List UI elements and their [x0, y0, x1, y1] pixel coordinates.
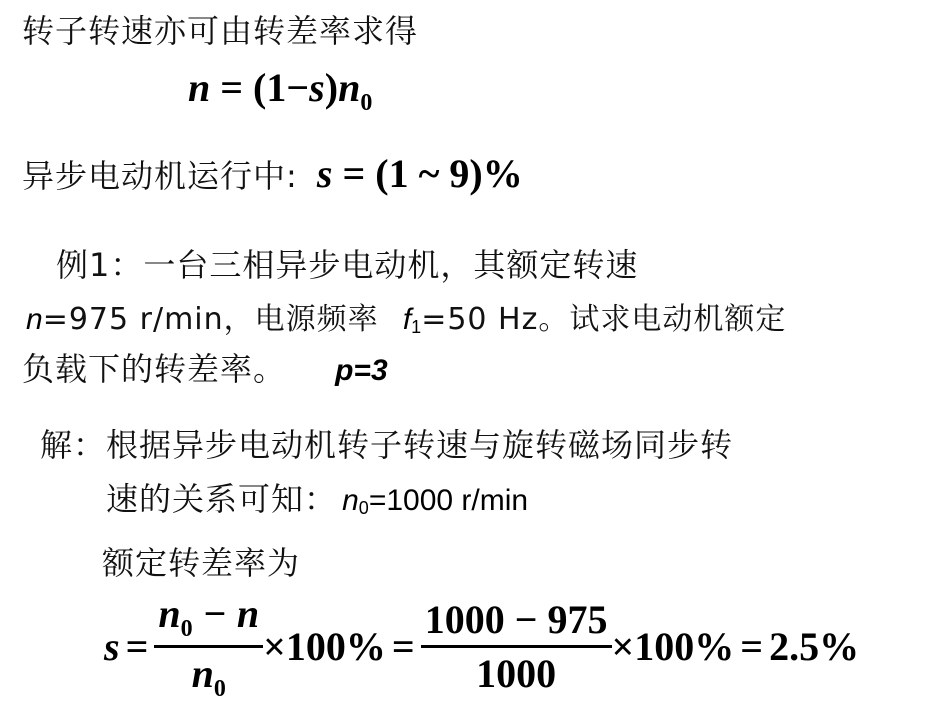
final-s: s [104, 624, 120, 669]
final-eq3: = [740, 624, 764, 669]
final-times1: ×100% [263, 624, 386, 669]
fraction-1-bar [154, 645, 263, 648]
fraction-1-denominator [154, 650, 263, 703]
den1-sub: 0 [213, 676, 226, 702]
example-f-sub: 1 [411, 317, 422, 338]
solution-line2-a: 速的关系可知： [106, 480, 338, 518]
fraction-2 [421, 596, 612, 697]
example-line3-text: 负载下的转差率。 [22, 350, 287, 388]
fraction-2-numerator: 1000 − 975 [424, 597, 608, 642]
example-f-var: f [402, 303, 412, 336]
final-eq1: = [125, 624, 149, 669]
final-eq2: = [391, 624, 415, 669]
den1-n: n [191, 651, 214, 696]
solution-line2-b: =1000 r/min [368, 484, 529, 517]
solution-line-1: 解：根据异步电动机转子转速与旋转磁场同步转 [40, 426, 734, 464]
slip-calculation-formula [104, 590, 859, 703]
example-line2-a: =975 r/min，电源频率 [42, 302, 379, 337]
formula1-minus: − [286, 65, 310, 110]
formula1-n0: n [338, 65, 361, 110]
range-label: 异步电动机运行中: [22, 157, 298, 195]
formula1-s: s [309, 65, 325, 110]
formula1-sub0: 0 [360, 90, 373, 116]
solution-line-2 [106, 474, 528, 520]
range-eq: = [342, 151, 366, 196]
formula1-paren: (1 [253, 65, 287, 110]
example-line-3 [22, 344, 388, 390]
formula1-n: n [188, 65, 211, 110]
fraction-1 [154, 590, 263, 703]
example-line2-b: =50 Hz。试求电动机额定 [421, 302, 787, 337]
slip-range-line [22, 150, 523, 197]
range-formula [317, 151, 523, 196]
formula1-eq: = [220, 65, 244, 110]
rotor-speed-formula [188, 64, 372, 117]
intro-text: 转子转速亦可由转差率求得 [22, 12, 419, 50]
num1-sub: 0 [180, 616, 193, 642]
fraction-2-bar [421, 645, 612, 648]
solution-n0-sub: 0 [358, 498, 369, 519]
example-line-2 [26, 294, 786, 338]
num1-rest: − n [192, 591, 260, 636]
example-n-var: n [26, 303, 43, 336]
formula1-close: ) [324, 65, 339, 110]
example-line-1: 例1：一台三相异步电动机，其额定转速 [56, 246, 639, 284]
fraction-2-denominator: 1000 [476, 651, 557, 696]
pole-pairs-label: p=3 [335, 354, 388, 387]
range-value: (1 ~ 9)% [375, 151, 523, 196]
solution-line-3: 额定转差率为 [102, 544, 301, 582]
solution-n0-var: n [342, 484, 359, 517]
fraction-1-numerator [154, 590, 263, 643]
range-s: s [316, 151, 333, 196]
final-result: 2.5% [769, 624, 860, 669]
num1-n0: n [158, 591, 181, 636]
final-times2: ×100% [611, 624, 735, 669]
